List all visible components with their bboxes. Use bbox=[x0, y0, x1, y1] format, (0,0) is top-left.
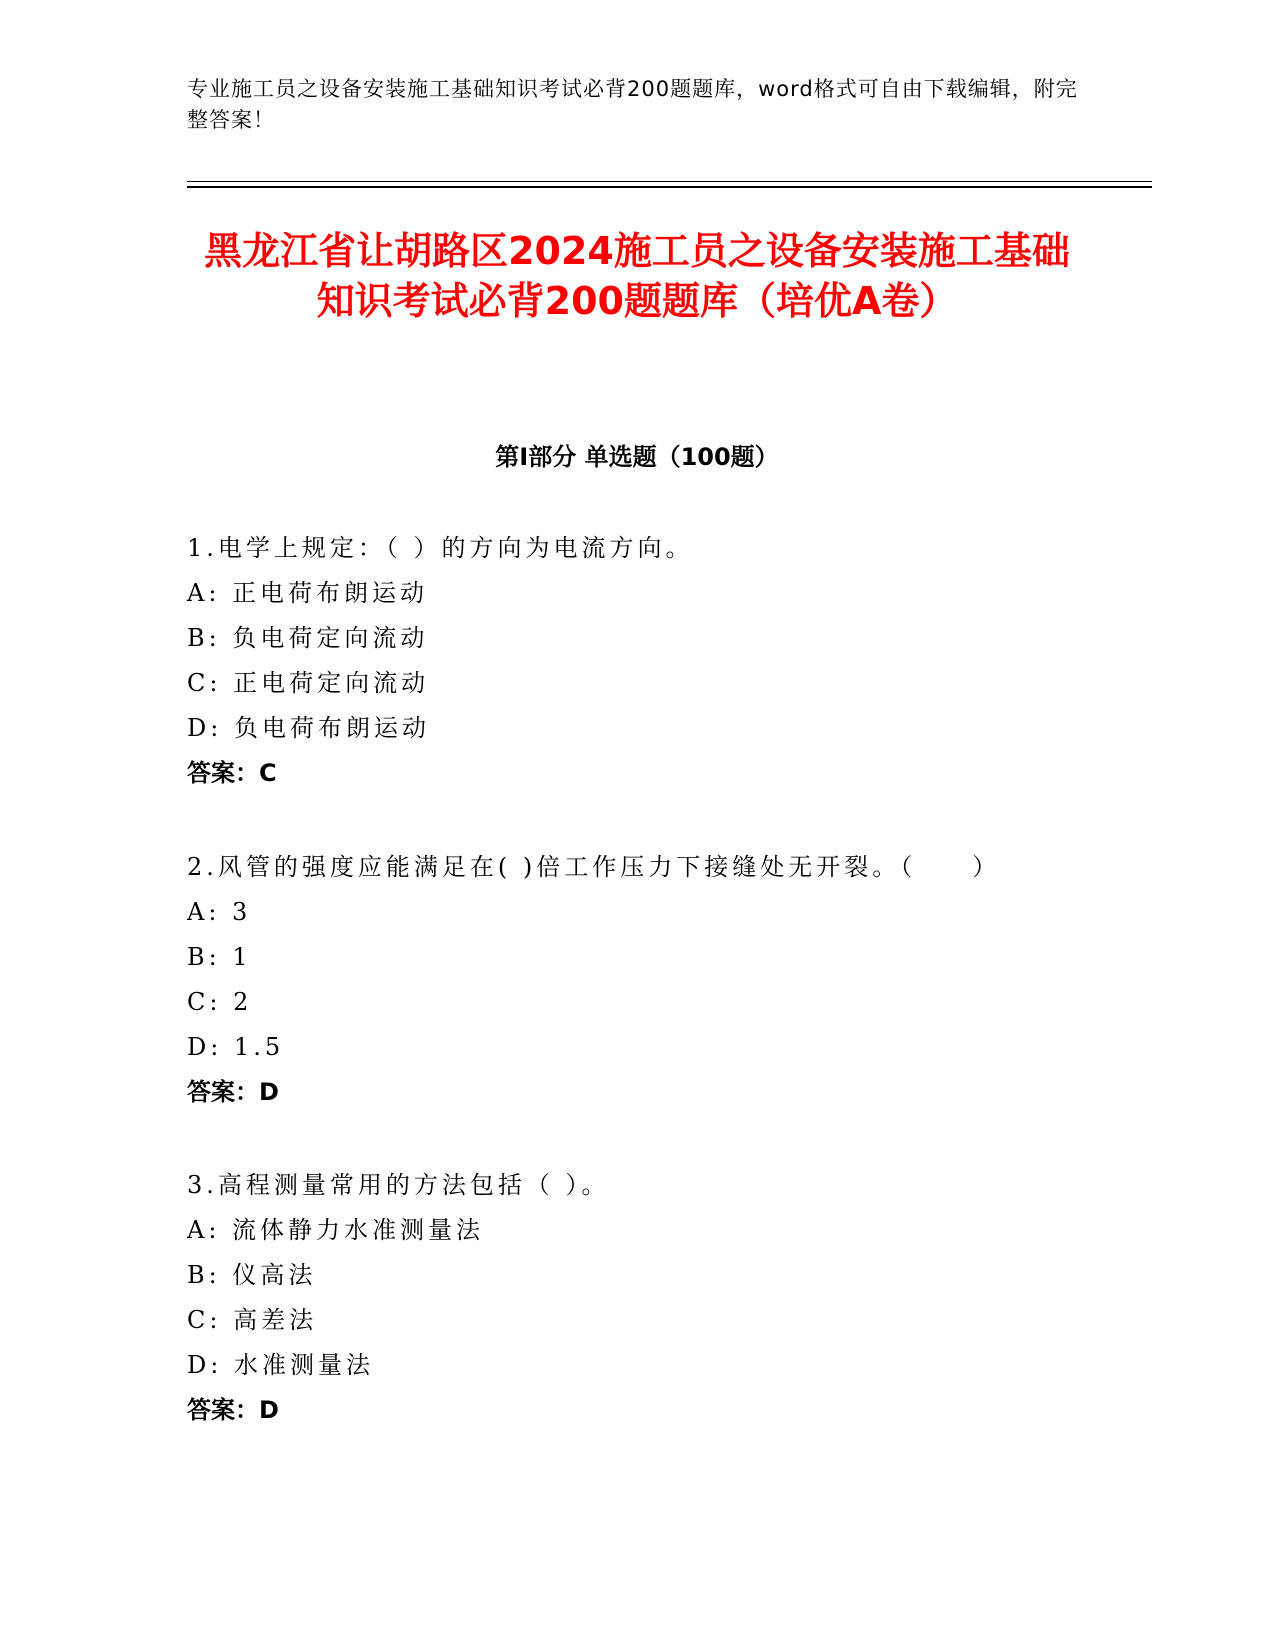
question-2 bbox=[187, 845, 1147, 1115]
option-b: B: 仪高法 bbox=[187, 1261, 317, 1289]
option-d: D: 水准测量法 bbox=[187, 1351, 374, 1379]
option-d: D: 1.5 bbox=[187, 1033, 285, 1061]
option-d: D: 负电荷布朗运动 bbox=[187, 714, 430, 742]
question-stem: 3.高程测量常用的方法包括（ ）。 bbox=[187, 1171, 610, 1199]
option-b: B: 负电荷定向流动 bbox=[187, 624, 429, 652]
header-note: 专业施工员之设备安装施工基础知识考试必背200题题库，word格式可自由下载编辑，附完整答案！ bbox=[187, 77, 1078, 132]
answer: 答案：C bbox=[187, 759, 277, 787]
question-stem: 2.风管的强度应能满足在( )倍工作压力下接缝处无开裂。（ ） bbox=[187, 853, 1001, 881]
question-1 bbox=[187, 526, 1147, 796]
section-title: 第I部分 单选题（100题） bbox=[495, 443, 779, 471]
option-b: B: 1 bbox=[187, 943, 252, 971]
question-stem: 1.电学上规定：（ ）的方向为电流方向。 bbox=[187, 534, 694, 562]
document-title: 黑龙江省让胡路区2024施工员之设备安装施工基础知识考试必背200题题库（培优A卷） bbox=[204, 229, 1070, 323]
header-divider-thick bbox=[187, 186, 1152, 188]
question-3 bbox=[187, 1163, 1147, 1433]
option-c: C: 高差法 bbox=[187, 1306, 318, 1334]
answer: 答案：D bbox=[187, 1078, 279, 1106]
option-a: A: 正电荷布朗运动 bbox=[187, 579, 429, 607]
answer: 答案：D bbox=[187, 1396, 279, 1424]
option-c: C: 正电荷定向流动 bbox=[187, 669, 430, 697]
option-c: C: 2 bbox=[187, 988, 253, 1016]
header-divider-thin bbox=[187, 181, 1152, 182]
option-a: A: 流体静力水准测量法 bbox=[187, 1216, 485, 1244]
option-a: A: 3 bbox=[187, 898, 252, 926]
